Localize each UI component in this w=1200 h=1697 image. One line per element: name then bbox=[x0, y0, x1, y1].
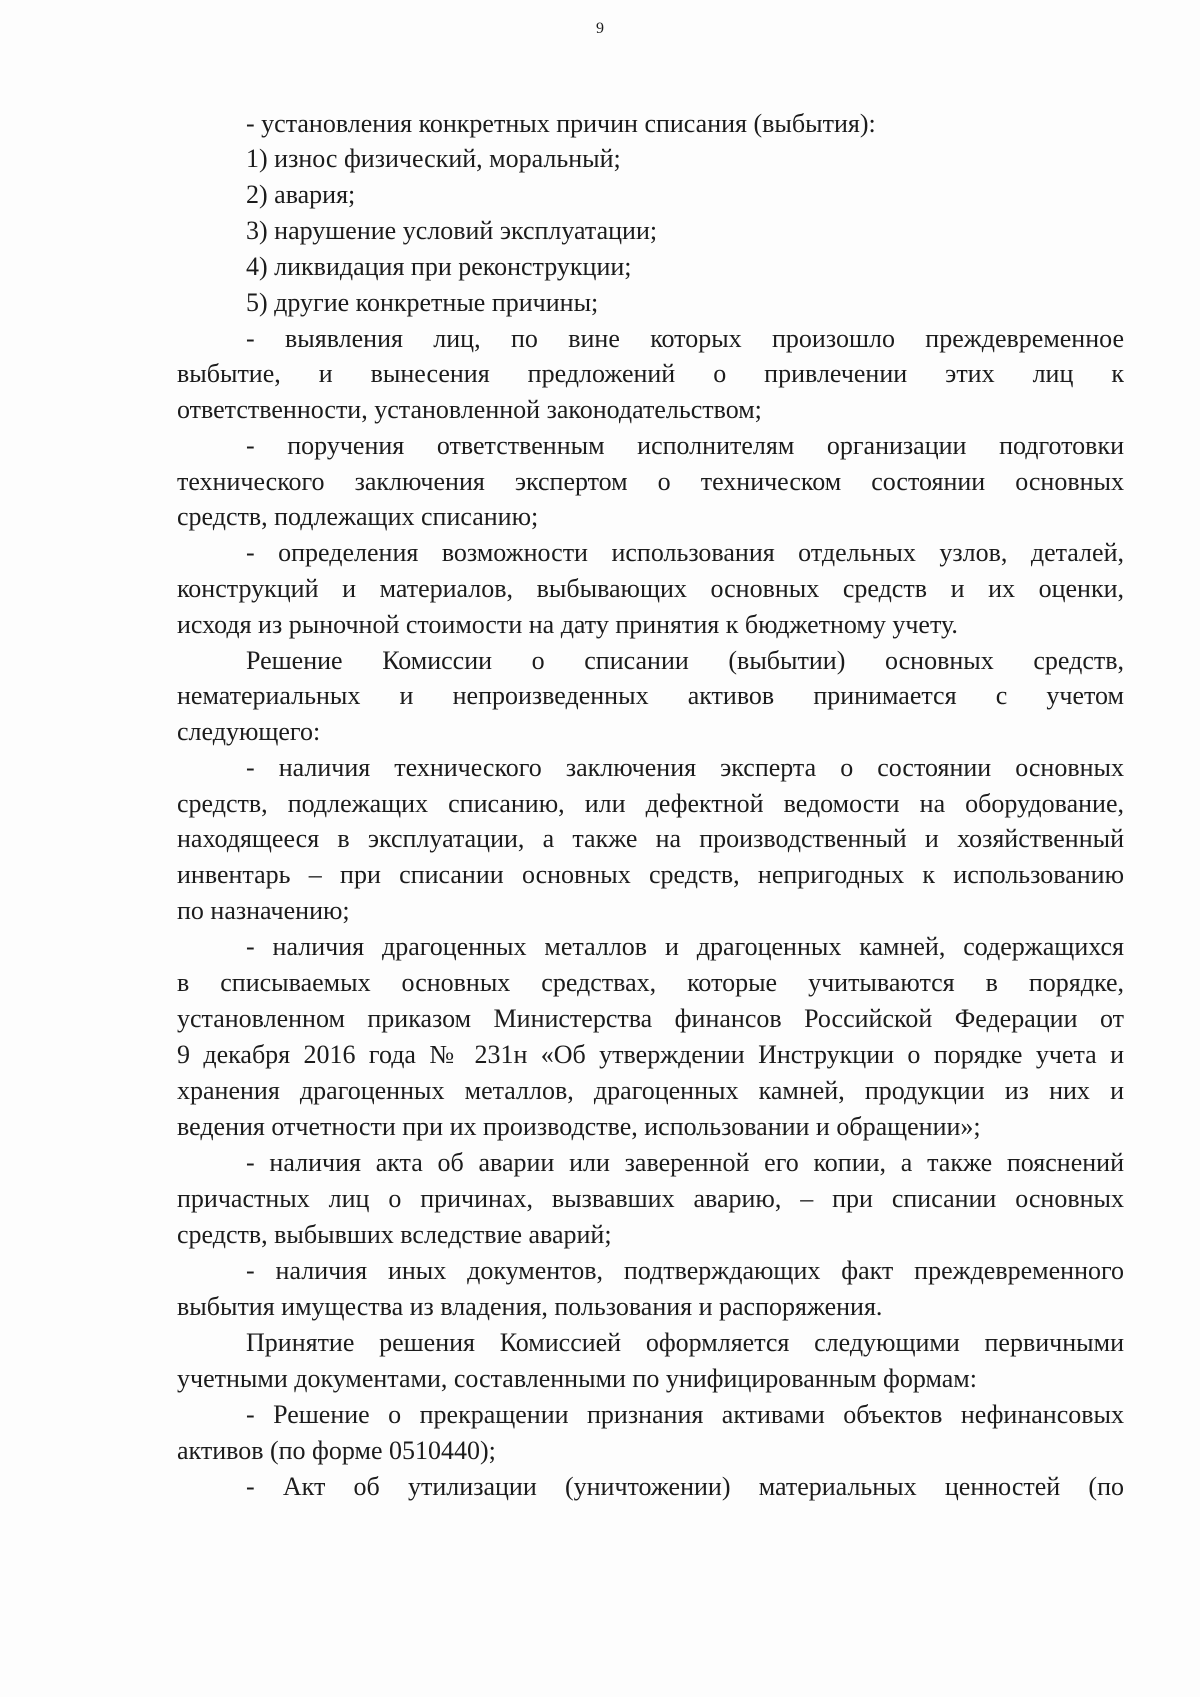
text-line: средств, подлежащих списанию; bbox=[177, 502, 539, 531]
text-line: выбытие, и вынесения предложений о привлечении этих лиц к bbox=[177, 359, 1124, 388]
text-line: средств, подлежащих списанию, или дефектной ведомости на оборудование, bbox=[177, 789, 1124, 818]
text-line: 5) другие конкретные причины; bbox=[246, 288, 599, 317]
text-line: - наличия драгоценных металлов и драгоценных камней, содержащихся bbox=[246, 932, 1124, 961]
text-line: - наличия акта об аварии или заверенной его копии, а также пояснений bbox=[246, 1148, 1124, 1177]
text-line: нематериальных и непроизведенных активов принимается с учетом bbox=[177, 681, 1124, 710]
text-line: активов (по форме 0510440); bbox=[177, 1436, 496, 1465]
text-line: находящееся в эксплуатации, а также на производственный и хозяйственный bbox=[177, 824, 1124, 853]
text-line: технического заключения экспертом о техническом состоянии основных bbox=[177, 467, 1124, 496]
text-line: 4) ликвидация при реконструкции; bbox=[246, 252, 632, 281]
text-line: - Акт об утилизации (уничтожении) материальных ценностей (по bbox=[246, 1472, 1124, 1501]
text-line: 1) износ физический, моральный; bbox=[246, 144, 621, 173]
text-line: - поручения ответственным исполнителям организации подготовки bbox=[246, 431, 1124, 460]
text-line: 2) авария; bbox=[246, 180, 356, 209]
text-line: установленном приказом Министерства финансов Российской Федерации от bbox=[177, 1004, 1124, 1033]
text-line: - выявления лиц, по вине которых произошло преждевременное bbox=[246, 324, 1124, 353]
text-line: инвентарь – при списании основных средств, непригодных к использованию bbox=[177, 860, 1124, 889]
text-line: учетными документами, составленными по унифицированным формам: bbox=[177, 1364, 977, 1393]
text-line: - установления конкретных причин списания (выбытия): bbox=[246, 109, 876, 138]
text-line: - наличия иных документов, подтверждающих факт преждевременного bbox=[246, 1256, 1124, 1285]
text-line: Принятие решения Комиссией оформляется следующими первичными bbox=[246, 1328, 1124, 1357]
text-line: средств, выбывших вследствие аварий; bbox=[177, 1220, 612, 1249]
text-line: 9 декабря 2016 года № 231н «Об утверждении Инструкции о порядке учета и bbox=[177, 1040, 1124, 1069]
text-line: - наличия технического заключения эксперта о состоянии основных bbox=[246, 753, 1124, 782]
text-line: причастных лиц о причинах, вызвавших аварию, – при списании основных bbox=[177, 1184, 1124, 1213]
text-line: 3) нарушение условий эксплуатации; bbox=[246, 216, 658, 245]
text-line: хранения драгоценных металлов, драгоценных камней, продукции из них и bbox=[177, 1076, 1124, 1105]
text-line: выбытия имущества из владения, пользования и распоряжения. bbox=[177, 1292, 883, 1321]
text-line: конструкций и материалов, выбывающих основных средств и их оценки, bbox=[177, 574, 1124, 603]
text-line: в списываемых основных средствах, которые учитываются в порядке, bbox=[177, 968, 1124, 997]
text-line: по назначению; bbox=[177, 896, 350, 925]
text-line: исходя из рыночной стоимости на дату принятия к бюджетному учету. bbox=[177, 610, 958, 639]
text-line: - определения возможности использования отдельных узлов, деталей, bbox=[246, 538, 1124, 567]
text-line: ведения отчетности при их производстве, использовании и обращении»; bbox=[177, 1112, 981, 1141]
text-line: ответственности, установленной законодательством; bbox=[177, 395, 762, 424]
page-number: 9 bbox=[596, 20, 604, 37]
text-line: следующего: bbox=[177, 717, 321, 746]
text-line: Решение Комиссии о списании (выбытии) основных средств, bbox=[246, 646, 1124, 675]
text-line: - Решение о прекращении признания активами объектов нефинансовых bbox=[246, 1400, 1124, 1429]
